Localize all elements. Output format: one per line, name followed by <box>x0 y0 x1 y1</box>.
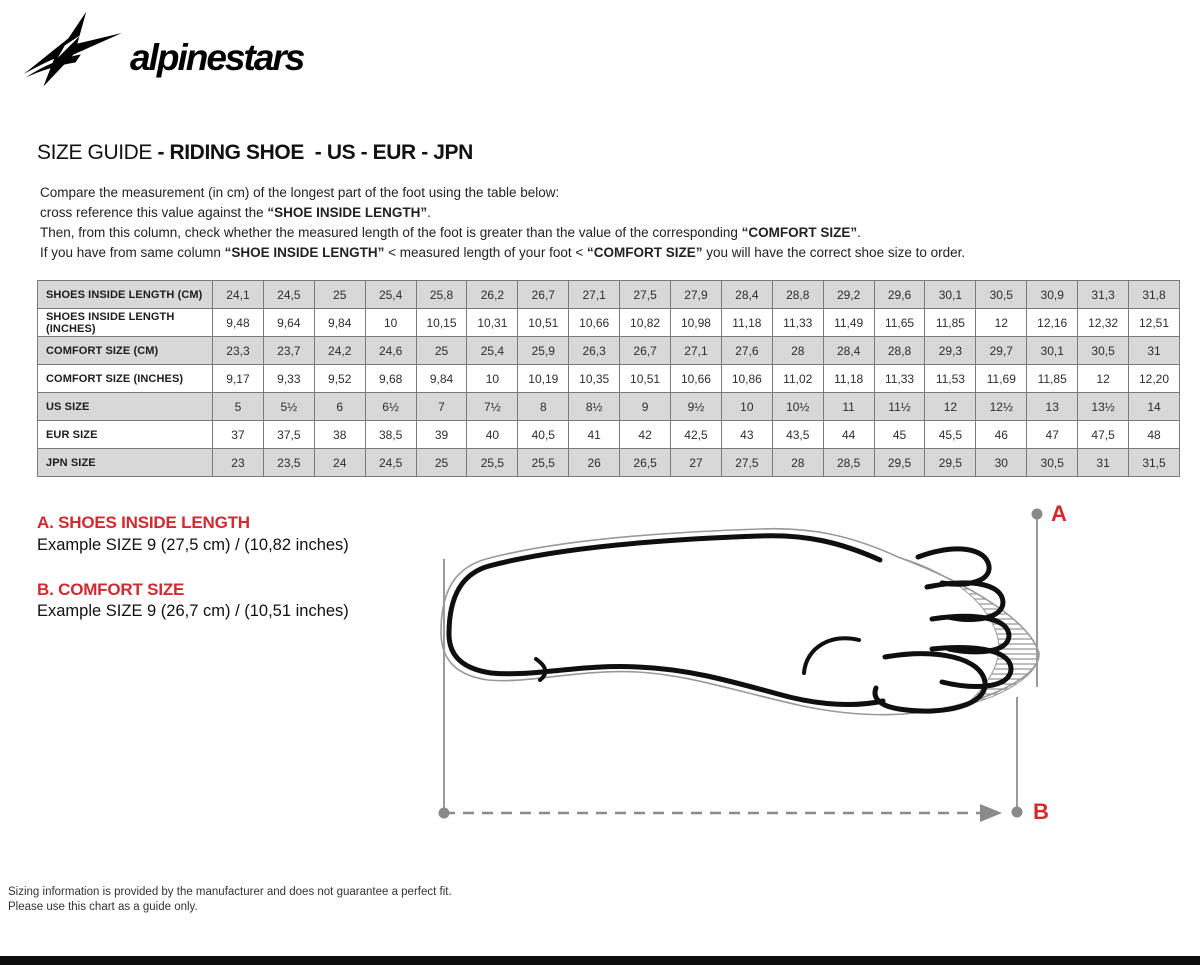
size-cell: 26,3 <box>569 337 620 365</box>
size-cell: 11,49 <box>823 309 874 337</box>
size-cell: 6 <box>314 393 365 421</box>
size-cell: 25,4 <box>365 281 416 309</box>
intro-line <box>40 183 965 203</box>
size-cell: 29,6 <box>874 281 925 309</box>
size-cell: 11,02 <box>772 365 823 393</box>
size-cell: 48 <box>1129 421 1180 449</box>
size-cell: 10,51 <box>518 309 569 337</box>
row-label: COMFORT SIZE (CM) <box>38 337 213 365</box>
size-cell: 31,3 <box>1078 281 1129 309</box>
intro-text: . <box>857 225 861 240</box>
size-cell: 10,35 <box>569 365 620 393</box>
size-cell: 40 <box>467 421 518 449</box>
size-cell: 40,5 <box>518 421 569 449</box>
page-title <box>37 141 473 165</box>
size-cell: 12,32 <box>1078 309 1129 337</box>
table-row <box>38 393 1180 421</box>
table-row <box>38 281 1180 309</box>
size-cell: 30,1 <box>925 281 976 309</box>
bottom-black-bar <box>0 956 1200 965</box>
size-cell: 9,48 <box>213 309 264 337</box>
size-cell: 43,5 <box>772 421 823 449</box>
legend-b-title: B. COMFORT SIZE <box>37 580 185 599</box>
foot-outline <box>449 536 1011 711</box>
intro-bold-term: “SHOE INSIDE LENGTH” <box>267 205 428 220</box>
size-cell: 9,84 <box>416 365 467 393</box>
size-cell: 30,5 <box>1027 449 1078 477</box>
intro-text: Compare the measurement (in cm) of the longest part of the foot using the table below: <box>40 185 560 200</box>
size-cell: 28,8 <box>874 337 925 365</box>
size-cell: 47,5 <box>1078 421 1129 449</box>
size-cell: 28 <box>772 337 823 365</box>
size-cell: 27,6 <box>721 337 772 365</box>
size-cell: 25,5 <box>467 449 518 477</box>
size-cell: 29,5 <box>925 449 976 477</box>
marker-b-line <box>1012 697 1023 818</box>
intro-text: Then, from this column, check whether the measured length of the foot is greater than the value of the corresponding <box>40 225 742 240</box>
size-table <box>37 280 1180 477</box>
row-label: EUR SIZE <box>38 421 213 449</box>
size-cell: 12,16 <box>1027 309 1078 337</box>
size-cell: 10,98 <box>671 309 722 337</box>
size-cell: 26,7 <box>620 337 671 365</box>
size-cell: 28,4 <box>823 337 874 365</box>
size-cell: 25,9 <box>518 337 569 365</box>
size-cell: 10,66 <box>671 365 722 393</box>
size-cell: 30,5 <box>1078 337 1129 365</box>
heel-measure-line <box>439 559 450 819</box>
size-cell: 29,7 <box>976 337 1027 365</box>
size-cell: 28,4 <box>721 281 772 309</box>
table-row <box>38 365 1180 393</box>
size-cell: 12½ <box>976 393 1027 421</box>
size-cell: 31,5 <box>1129 449 1180 477</box>
disclaimer-text <box>8 885 452 915</box>
size-cell: 27,5 <box>721 449 772 477</box>
size-cell: 31,8 <box>1129 281 1180 309</box>
size-cell: 30,1 <box>1027 337 1078 365</box>
size-cell: 31 <box>1078 449 1129 477</box>
size-cell: 27,5 <box>620 281 671 309</box>
size-cell: 24,1 <box>213 281 264 309</box>
size-cell: 10,19 <box>518 365 569 393</box>
intro-line <box>40 243 965 263</box>
size-cell: 10,86 <box>721 365 772 393</box>
size-cell: 11,69 <box>976 365 1027 393</box>
size-cell: 9 <box>620 393 671 421</box>
row-label: SHOES INSIDE LENGTH (CM) <box>38 281 213 309</box>
size-cell: 29,5 <box>874 449 925 477</box>
size-cell: 7½ <box>467 393 518 421</box>
marker-a-label: A <box>1051 501 1067 526</box>
instructions-text <box>40 183 965 263</box>
size-cell: 27,9 <box>671 281 722 309</box>
size-cell: 24,6 <box>365 337 416 365</box>
size-cell: 12,51 <box>1129 309 1180 337</box>
size-cell: 26 <box>569 449 620 477</box>
size-cell: 11,33 <box>874 365 925 393</box>
intro-text: . <box>427 205 431 220</box>
size-cell: 9,84 <box>314 309 365 337</box>
size-cell: 10 <box>467 365 518 393</box>
size-cell: 28,8 <box>772 281 823 309</box>
size-cell: 23,7 <box>263 337 314 365</box>
size-cell: 30,9 <box>1027 281 1078 309</box>
size-cell: 24,5 <box>365 449 416 477</box>
size-cell: 30 <box>976 449 1027 477</box>
size-cell: 24,2 <box>314 337 365 365</box>
intro-text: If you have from same column <box>40 245 225 260</box>
size-cell: 14 <box>1129 393 1180 421</box>
size-cell: 25,8 <box>416 281 467 309</box>
size-cell: 11,18 <box>823 365 874 393</box>
size-cell: 11,53 <box>925 365 976 393</box>
size-cell: 11,85 <box>925 309 976 337</box>
size-cell: 39 <box>416 421 467 449</box>
size-cell: 38,5 <box>365 421 416 449</box>
size-cell: 10½ <box>772 393 823 421</box>
size-cell: 38 <box>314 421 365 449</box>
size-cell: 11,33 <box>772 309 823 337</box>
title-bold: - RIDING SHOE - US - EUR - JPN <box>157 141 473 164</box>
size-cell: 6½ <box>365 393 416 421</box>
size-cell: 25 <box>314 281 365 309</box>
size-cell: 23,3 <box>213 337 264 365</box>
table-row <box>38 337 1180 365</box>
disclaimer-line-2: Please use this chart as a guide only. <box>8 901 198 913</box>
row-label: SHOES INSIDE LENGTH (INCHES) <box>38 309 213 337</box>
size-cell: 25,4 <box>467 337 518 365</box>
size-cell: 9,64 <box>263 309 314 337</box>
intro-line <box>40 223 965 243</box>
size-cell: 46 <box>976 421 1027 449</box>
size-cell: 9,68 <box>365 365 416 393</box>
size-cell: 23 <box>213 449 264 477</box>
intro-text: you will have the correct shoe size to order. <box>702 245 966 260</box>
size-cell: 12 <box>925 393 976 421</box>
size-cell: 37,5 <box>263 421 314 449</box>
legend-a-example: Example SIZE 9 (27,5 cm) / (10,82 inches) <box>37 536 349 554</box>
intro-text: cross reference this value against the <box>40 205 268 220</box>
length-dashed-line <box>444 804 1002 822</box>
size-cell: 31 <box>1129 337 1180 365</box>
size-cell: 25 <box>416 449 467 477</box>
size-cell: 9,17 <box>213 365 264 393</box>
size-cell: 9,52 <box>314 365 365 393</box>
intro-line <box>40 203 965 223</box>
alpinestars-star-icon <box>18 8 126 90</box>
size-cell: 5½ <box>263 393 314 421</box>
size-cell: 44 <box>823 421 874 449</box>
size-cell: 11 <box>823 393 874 421</box>
size-cell: 47 <box>1027 421 1078 449</box>
size-cell: 10,31 <box>467 309 518 337</box>
size-cell: 12 <box>976 309 1027 337</box>
size-cell: 7 <box>416 393 467 421</box>
size-cell: 42 <box>620 421 671 449</box>
size-cell: 24,5 <box>263 281 314 309</box>
size-cell: 10 <box>721 393 772 421</box>
size-cell: 26,5 <box>620 449 671 477</box>
title-prefix: SIZE GUIDE <box>37 141 158 164</box>
size-cell: 5 <box>213 393 264 421</box>
foot-measurement-diagram <box>428 487 1100 840</box>
size-cell: 13 <box>1027 393 1078 421</box>
size-cell: 25,5 <box>518 449 569 477</box>
size-cell: 13½ <box>1078 393 1129 421</box>
size-cell: 28,5 <box>823 449 874 477</box>
size-cell: 30,5 <box>976 281 1027 309</box>
size-cell: 25 <box>416 337 467 365</box>
size-cell: 11½ <box>874 393 925 421</box>
size-cell: 11,65 <box>874 309 925 337</box>
size-cell: 45 <box>874 421 925 449</box>
size-cell: 26,2 <box>467 281 518 309</box>
size-cell: 45,5 <box>925 421 976 449</box>
size-cell: 23,5 <box>263 449 314 477</box>
size-cell: 10,51 <box>620 365 671 393</box>
size-cell: 11,18 <box>721 309 772 337</box>
size-cell: 10,15 <box>416 309 467 337</box>
intro-bold-term: “COMFORT SIZE” <box>741 225 858 240</box>
size-cell: 43 <box>721 421 772 449</box>
intro-text: < measured length of your foot < <box>384 245 587 260</box>
size-cell: 11,85 <box>1027 365 1078 393</box>
size-cell: 8½ <box>569 393 620 421</box>
size-cell: 29,3 <box>925 337 976 365</box>
size-cell: 10,66 <box>569 309 620 337</box>
legend-b-example: Example SIZE 9 (26,7 cm) / (10,51 inches) <box>37 602 349 620</box>
row-label: US SIZE <box>38 393 213 421</box>
brand-wordmark: alpinestars <box>130 37 304 78</box>
legend-a-title: A. SHOES INSIDE LENGTH <box>37 513 250 532</box>
size-cell: 24 <box>314 449 365 477</box>
size-cell: 27 <box>671 449 722 477</box>
alpinestars-logo <box>18 8 303 90</box>
size-cell: 8 <box>518 393 569 421</box>
size-cell: 26,7 <box>518 281 569 309</box>
size-cell: 10 <box>365 309 416 337</box>
size-cell: 41 <box>569 421 620 449</box>
toe-cap-hatching <box>898 557 1039 705</box>
size-cell: 9,33 <box>263 365 314 393</box>
size-cell: 12,20 <box>1129 365 1180 393</box>
size-cell: 37 <box>213 421 264 449</box>
size-cell: 42,5 <box>671 421 722 449</box>
disclaimer-line-1: Sizing information is provided by the manufacturer and does not guarantee a perfect fit. <box>8 886 452 898</box>
size-cell: 12 <box>1078 365 1129 393</box>
row-label: JPN SIZE <box>38 449 213 477</box>
size-cell: 9½ <box>671 393 722 421</box>
intro-bold-term: “COMFORT SIZE” <box>586 245 703 260</box>
marker-b-label: B <box>1033 799 1049 824</box>
table-row <box>38 421 1180 449</box>
size-cell: 27,1 <box>671 337 722 365</box>
size-cell: 27,1 <box>569 281 620 309</box>
table-row <box>38 309 1180 337</box>
size-cell: 29,2 <box>823 281 874 309</box>
size-cell: 10,82 <box>620 309 671 337</box>
table-row <box>38 449 1180 477</box>
intro-bold-term: “SHOE INSIDE LENGTH” <box>224 245 385 260</box>
row-label: COMFORT SIZE (INCHES) <box>38 365 213 393</box>
size-cell: 28 <box>772 449 823 477</box>
